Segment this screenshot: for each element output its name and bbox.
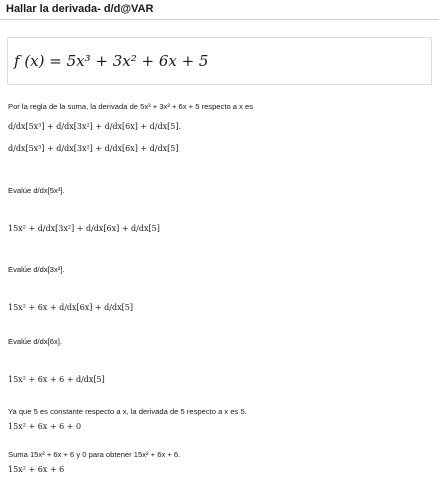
step-10-text: Ya que 5 es constante respecto a x, la derivada de 5 respecto a x es 5.: [8, 407, 247, 416]
function-expression: f (x) = 5x³ + 3x² + 6x + 5: [14, 52, 209, 70]
step-3-expression: d/dx[5x³] + d/dx[3x²] + d/dx[6x] + d/dx[5]: [8, 144, 179, 153]
step-9-expression: 15x² + 6x + 6 + d/dx[5]: [8, 375, 105, 384]
step-5-expression: 15x² + d/dx[3x²] + d/dx[6x] + d/dx[5]: [8, 224, 160, 233]
step-7-expression: 15x² + 6x + d/dx[6x] + d/dx[5]: [8, 303, 133, 312]
function-box: [7, 37, 432, 85]
step-13-expression: 15x² + 6x + 6: [8, 465, 65, 474]
step-2-expression: d/dx[5x³] + d/dx[3x²] + d/dx[6x] + d/dx[5].: [8, 122, 181, 131]
step-12-text: Suma 15x² + 6x + 6 y 0 para obtener 15x² + 6x + 6.: [8, 450, 181, 459]
step-6-text: Evalúe d/dx[3x²].: [8, 265, 65, 274]
step-4-text: Evalúe d/dx[5x³].: [8, 186, 65, 195]
step-11-expression: 15x² + 6x + 6 + 0: [8, 422, 82, 431]
step-8-text: Evalúe d/dx[6x].: [8, 337, 63, 346]
page-title: Hallar la derivada- d/d@VAR: [0, 0, 439, 20]
step-1-text: Por la regla de la suma, la derivada de 5x³ + 3x² + 6x + 5 respecto a x es: [8, 102, 254, 111]
